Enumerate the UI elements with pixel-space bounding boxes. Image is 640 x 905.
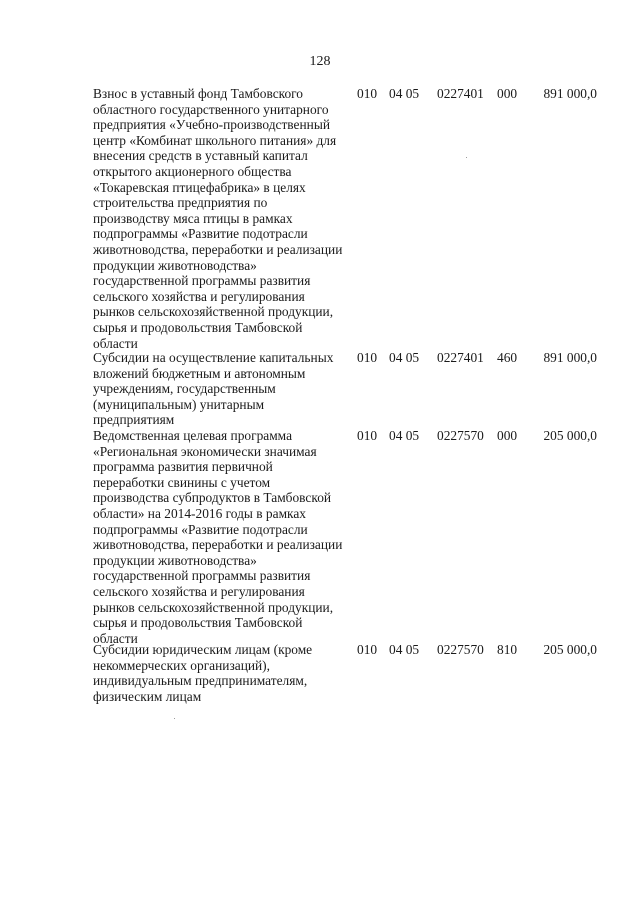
target-article-code: 0227570	[437, 642, 484, 657]
description-line: Взнос в уставный фонд Тамбовского	[93, 86, 304, 101]
expense-type-code: 810	[497, 642, 518, 657]
ministry-code: 010	[357, 642, 378, 657]
description-line: областного государственного унитарного	[93, 101, 329, 117]
row-description	[93, 428, 355, 646]
description-line: сырья и продовольствия Тамбовской	[93, 319, 303, 335]
scan-speck	[174, 718, 175, 719]
budget-table	[0, 86, 640, 706]
target-article-code: 0227570	[437, 428, 484, 443]
expense-type-code: 000	[497, 86, 518, 101]
description-line: области» на 2014-2016 годы в рамках	[93, 505, 306, 521]
description-line: области	[93, 335, 138, 351]
table-row	[0, 642, 640, 706]
expense-type-code: 000	[497, 428, 518, 443]
amount: 891 000,0	[543, 350, 597, 365]
table-row	[0, 428, 640, 646]
description-line: Субсидии на осуществление капитальных	[93, 350, 334, 365]
description-line: предприятия «Учебно-производственный	[93, 117, 330, 133]
amount: 205 000,0	[543, 642, 597, 657]
description-line: сырья и продовольствия Тамбовской	[93, 615, 303, 631]
table-row	[0, 350, 640, 428]
row-description	[93, 642, 355, 704]
ministry-code: 010	[357, 428, 378, 443]
table-row	[0, 86, 640, 350]
description-line: «Токаревская птицефабрика» в целях	[93, 179, 306, 195]
description-line: открытого акционерного общества	[93, 163, 292, 179]
description-line: строительства предприятия по	[93, 195, 268, 211]
description-line: некоммерческих организаций),	[93, 657, 270, 673]
description-line: вложений бюджетным и автономным	[93, 365, 306, 381]
section-code: 04 05	[389, 642, 420, 657]
description-line: производству мяса птицы в рамках	[93, 210, 293, 226]
description-line: (муниципальным) унитарным	[93, 396, 265, 412]
description-line: учреждениям, государственным	[93, 381, 276, 397]
description-line: индивидуальным предпринимателям,	[93, 673, 308, 689]
description-line: программа развития первичной	[93, 459, 273, 475]
description-line: «Региональная экономически значимая	[93, 443, 317, 459]
description-line: государственной программы развития	[93, 273, 311, 289]
ministry-code: 010	[357, 350, 378, 365]
target-article-code: 0227401	[437, 350, 484, 365]
amount: 891 000,0	[543, 86, 597, 101]
amount: 205 000,0	[543, 428, 597, 443]
page-number: 128	[309, 54, 331, 69]
description-line: центр «Комбинат школьного питания» для	[93, 132, 337, 148]
ministry-code: 010	[357, 86, 378, 101]
description-line: государственной программы развития	[93, 568, 311, 584]
description-line: переработки свинины с учетом	[93, 474, 271, 490]
row-description	[93, 86, 355, 351]
section-code: 04 05	[389, 350, 420, 365]
description-line: подпрограммы «Развитие подотрасли	[93, 521, 308, 537]
description-line: подпрограммы «Развитие подотрасли	[93, 226, 308, 242]
description-line: Ведомственная целевая программа	[93, 428, 293, 443]
description-line: животноводства, переработки и реализации	[93, 241, 343, 257]
expense-type-code: 460	[497, 350, 518, 365]
section-code: 04 05	[389, 86, 420, 101]
description-line: Субсидии юридическим лицам (кроме	[93, 642, 313, 657]
description-line: рынков сельскохозяйственной продукции,	[93, 304, 334, 320]
section-code: 04 05	[389, 428, 420, 443]
description-line: продукции животноводства»	[93, 552, 257, 568]
description-line: предприятиям	[93, 412, 175, 428]
scan-speck	[466, 157, 467, 158]
row-description	[93, 350, 355, 428]
description-line: области	[93, 630, 138, 646]
description-line: рынков сельскохозяйственной продукции,	[93, 599, 334, 615]
target-article-code: 0227401	[437, 86, 484, 101]
description-line: внесения средств в уставный капитал	[93, 148, 308, 164]
description-line: сельского хозяйства и регулирования	[93, 583, 305, 599]
description-line: физическим лицам	[93, 688, 202, 704]
description-line: производства субпродуктов в Тамбовской	[93, 490, 332, 506]
description-line: животноводства, переработки и реализации	[93, 537, 343, 553]
description-line: сельского хозяйства и регулирования	[93, 288, 305, 304]
description-line: продукции животноводства»	[93, 257, 257, 273]
